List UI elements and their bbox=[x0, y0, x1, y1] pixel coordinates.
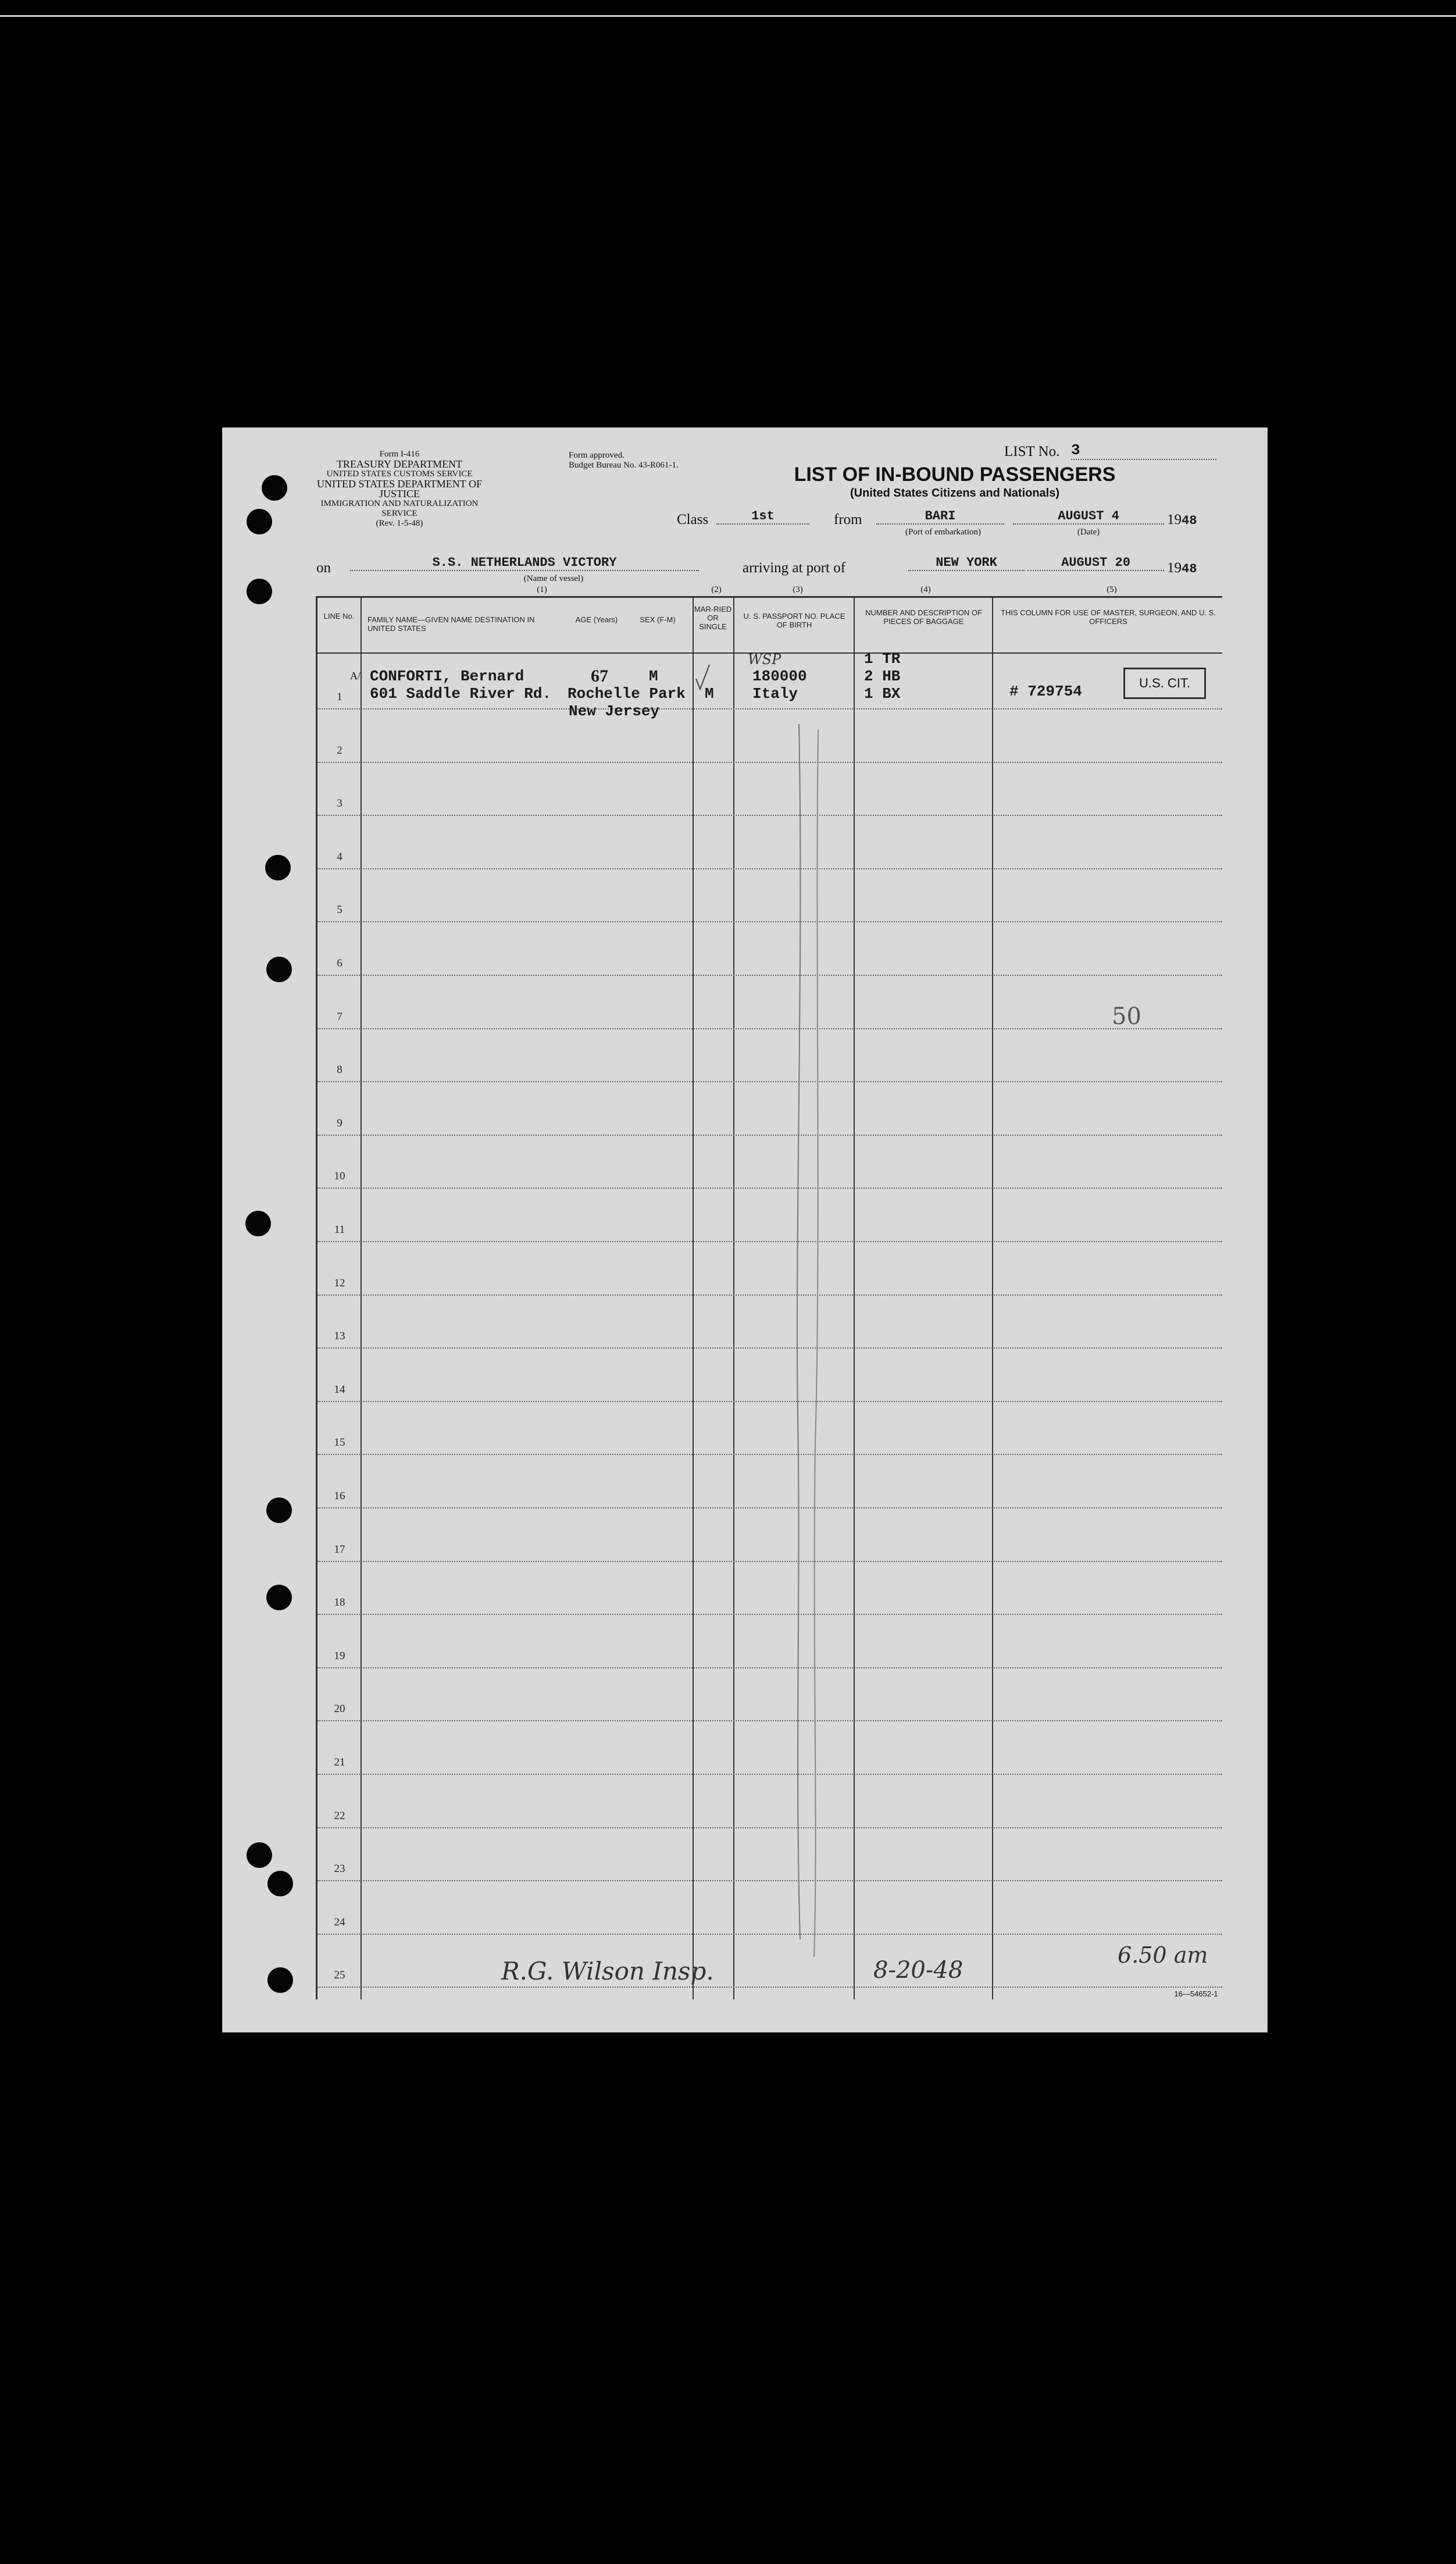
form-footer-code: 16—54652-1 bbox=[1174, 1989, 1218, 1998]
passport-note: WSP bbox=[748, 651, 781, 668]
line-number: 23 bbox=[334, 1863, 345, 1875]
col-header-passport: U. S. PASSPORT NO. PLACE OF BIRTH bbox=[743, 612, 845, 629]
page-subtitle: (United States Citizens and Nationals) bbox=[850, 487, 1060, 500]
line-number: 5 bbox=[337, 904, 342, 917]
pencil-line bbox=[814, 730, 818, 1957]
line-number: 22 bbox=[334, 1809, 345, 1822]
arrival-port: NEW YORK bbox=[908, 555, 1025, 571]
line-number: 20 bbox=[334, 1703, 345, 1716]
passenger-address-street: 601 Saddle River Rd. bbox=[370, 685, 552, 702]
col-header-married: MAR-RIED OR SINGLE bbox=[694, 605, 732, 631]
col-number: (5) bbox=[1107, 585, 1117, 594]
class-label: Class bbox=[677, 512, 709, 527]
line-number: 13 bbox=[334, 1330, 345, 1343]
passport-number: 180000 bbox=[752, 668, 807, 685]
line-number: 11 bbox=[334, 1224, 345, 1236]
line-number: 12 bbox=[334, 1276, 345, 1289]
page-title: LIST OF IN-BOUND PASSENGERS bbox=[794, 463, 1116, 486]
col-header-name: FAMILY NAME—GIVEN NAME DESTINATION IN UNITED STATES bbox=[367, 615, 535, 633]
line-number: 19 bbox=[334, 1649, 345, 1662]
line-number: 14 bbox=[334, 1383, 345, 1396]
signature-date: 8-20-48 bbox=[873, 1957, 963, 1984]
col-number: (4) bbox=[920, 585, 931, 594]
departure-date: AUGUST 4 bbox=[1013, 509, 1164, 525]
col-header-age: AGE (Years) bbox=[575, 615, 618, 624]
departure-year: 1948 bbox=[1167, 512, 1197, 528]
line-number: 6 bbox=[337, 957, 342, 969]
col-header-baggage: NUMBER AND DESCRIPTION OF PIECES OF BAGGAGE bbox=[865, 608, 982, 626]
col-header-sex: SEX (F-M) bbox=[640, 615, 676, 624]
line-number: 7 bbox=[337, 1010, 342, 1023]
passenger-marital-status: M bbox=[705, 685, 714, 702]
birthplace: Italy bbox=[752, 685, 798, 702]
justice-dept: UNITED STATES DEPARTMENT OF JUSTICE bbox=[316, 478, 482, 500]
line-number: 4 bbox=[337, 850, 342, 863]
arrival-date: AUGUST 20 bbox=[1027, 555, 1164, 571]
line-number: 1 bbox=[337, 691, 342, 703]
line-number: 10 bbox=[334, 1170, 345, 1183]
arriving-label: arriving at port of bbox=[743, 560, 846, 576]
form-approved: Form approved. bbox=[569, 451, 624, 460]
col-header-officers: THIS COLUMN FOR USE OF MASTER, SURGEON, AND U. S. OFFICERS bbox=[1001, 608, 1216, 626]
passenger-address-city: Rochelle Park bbox=[568, 685, 686, 702]
date-caption: (Date) bbox=[1077, 527, 1100, 537]
list-number: 3 bbox=[1071, 441, 1216, 460]
line-number: 21 bbox=[334, 1756, 345, 1768]
check-mark bbox=[696, 665, 709, 689]
scan-edge-line bbox=[0, 15, 1456, 17]
form-number: Form I-416 bbox=[379, 450, 420, 459]
on-label: on bbox=[316, 560, 331, 576]
port-of-embarkation: BARI bbox=[876, 509, 1004, 525]
baggage-item: 1 TR bbox=[864, 650, 901, 668]
line-number: 15 bbox=[334, 1436, 345, 1449]
budget-bureau: Budget Bureau No. 43-R061-1. bbox=[569, 461, 679, 470]
customs-service: UNITED STATES CUSTOMS SERVICE bbox=[326, 469, 473, 479]
line-number: 8 bbox=[337, 1064, 342, 1076]
col-number: (2) bbox=[711, 585, 722, 594]
vessel-name: S.S. NETHERLANDS VICTORY bbox=[350, 555, 699, 571]
passenger-sex: M bbox=[649, 668, 658, 685]
pencil-marks bbox=[222, 427, 1268, 2032]
vessel-caption: (Name of vessel) bbox=[523, 574, 584, 583]
form-revision: (Rev. 1-5-48) bbox=[376, 519, 423, 528]
line-number: 3 bbox=[337, 797, 342, 810]
line-number: 24 bbox=[334, 1916, 345, 1928]
line-number: 25 bbox=[334, 1969, 345, 1982]
margin-number: 50 bbox=[1112, 1003, 1141, 1030]
list-label: LIST No. bbox=[1004, 444, 1060, 459]
baggage-item: 1 BX bbox=[864, 685, 901, 702]
col-header-line: LINE No. bbox=[323, 612, 355, 621]
passenger-age: 67 bbox=[591, 666, 608, 686]
arrival-year: 1948 bbox=[1167, 560, 1197, 576]
line-number: 16 bbox=[334, 1490, 345, 1502]
manifest-page bbox=[222, 427, 1268, 2032]
baggage-item: 2 HB bbox=[864, 668, 901, 685]
citizenship-stamp: U.S. CIT. bbox=[1123, 668, 1206, 699]
col-number: (3) bbox=[793, 585, 803, 594]
line-number: 9 bbox=[337, 1117, 342, 1129]
passenger-name: CONFORTI, Bernard bbox=[370, 668, 524, 685]
officer-reference-number: # 729754 bbox=[1009, 683, 1082, 700]
line-number: 2 bbox=[337, 744, 342, 757]
line-number: 18 bbox=[334, 1596, 345, 1609]
passenger-address-state: New Jersey bbox=[569, 702, 660, 720]
class-value: 1st bbox=[716, 509, 809, 525]
inspector-signature: R.G. Wilson Insp. bbox=[501, 1957, 714, 1985]
port-caption: (Port of embarkation) bbox=[905, 527, 981, 537]
line-number: 17 bbox=[334, 1543, 345, 1556]
pencil-line bbox=[797, 724, 800, 1939]
ins-service: IMMIGRATION AND NATURALIZATION SERVICE bbox=[320, 499, 479, 518]
col-number: (1) bbox=[537, 585, 547, 594]
from-label: from bbox=[834, 512, 862, 527]
inspection-time: 6.50 am bbox=[1118, 1942, 1208, 1968]
treasury-dept: TREASURY DEPARTMENT bbox=[336, 458, 463, 470]
entry-marker: A/ bbox=[350, 670, 361, 682]
